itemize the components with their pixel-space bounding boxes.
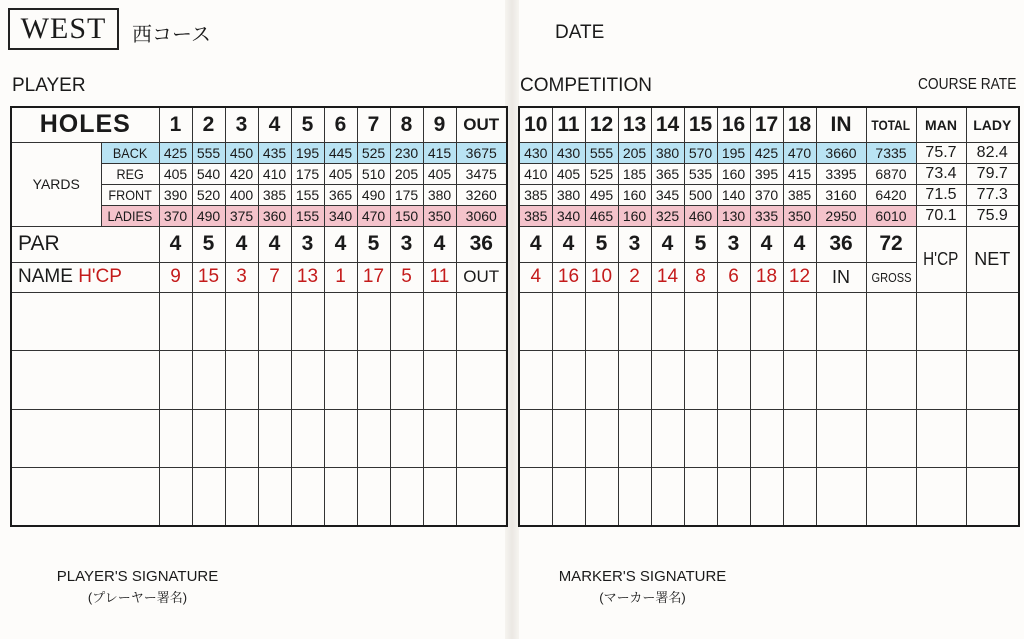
yardage-cell: 365 — [324, 184, 357, 205]
score-cell[interactable] — [423, 468, 456, 527]
competition-label: COMPETITION — [520, 75, 652, 96]
yardage-grand-total: 6010 — [866, 205, 916, 226]
score-cell[interactable] — [651, 351, 684, 410]
yardage-cell: 470 — [783, 142, 816, 163]
yardage-cell: 495 — [585, 184, 618, 205]
yardage-cell: 520 — [192, 184, 225, 205]
score-cell[interactable] — [159, 351, 192, 410]
hcp-label: H'CP — [78, 266, 122, 287]
yardage-cell: 205 — [390, 163, 423, 184]
score-cell[interactable] — [192, 409, 225, 468]
yardage-in-total: 3660 — [816, 142, 866, 163]
player-signature-jp: (プレーヤー署名) — [87, 590, 188, 605]
par-cell: 4 — [324, 226, 357, 262]
in-score-cell[interactable] — [816, 292, 866, 351]
hcp-cell: 2 — [618, 262, 651, 292]
yardage-cell: 405 — [552, 163, 585, 184]
score-cell[interactable] — [684, 351, 717, 410]
course-rate-lady: 75.9 — [966, 205, 1019, 226]
par-cell: 5 — [684, 226, 717, 262]
hole-number: 13 — [618, 107, 651, 142]
yardage-cell: 535 — [684, 163, 717, 184]
score-cell[interactable] — [585, 468, 618, 527]
score-cell[interactable] — [159, 409, 192, 468]
hole-number: 4 — [258, 107, 291, 142]
hcp-score-cell[interactable] — [916, 409, 966, 468]
hole-number: 11 — [552, 107, 585, 142]
score-cell[interactable] — [357, 351, 390, 410]
course-rate-label: COURSE RATE — [918, 76, 1017, 93]
yardage-cell: 380 — [651, 142, 684, 163]
hcp-cell: 12 — [783, 262, 816, 292]
hole-number: 2 — [192, 107, 225, 142]
yardage-cell: 555 — [585, 142, 618, 163]
yardage-grand-total: 6420 — [866, 184, 916, 205]
score-cell[interactable] — [291, 468, 324, 527]
player-name-cell[interactable] — [11, 351, 159, 410]
score-cell[interactable] — [552, 468, 585, 527]
yardage-cell: 195 — [717, 142, 750, 163]
yardage-cell: 430 — [519, 142, 552, 163]
yards-label: YARDS — [11, 142, 101, 226]
yardage-cell: 405 — [324, 163, 357, 184]
yardage-cell: 425 — [750, 142, 783, 163]
yardage-cell: 230 — [390, 142, 423, 163]
hole-number: 14 — [651, 107, 684, 142]
course-rate-man: 71.5 — [916, 184, 966, 205]
hcp-cell: 17 — [357, 262, 390, 292]
score-cell[interactable] — [651, 468, 684, 527]
course-rate-man: 73.4 — [916, 163, 966, 184]
score-cell[interactable] — [750, 409, 783, 468]
yardage-cell: 185 — [618, 163, 651, 184]
hcp-column-label: H'CP — [916, 226, 966, 292]
yardage-cell: 435 — [258, 142, 291, 163]
yardage-cell: 420 — [225, 163, 258, 184]
yardage-in-total: 3160 — [816, 184, 866, 205]
yardage-cell: 470 — [357, 205, 390, 226]
score-cell[interactable] — [159, 292, 192, 351]
score-cell[interactable] — [651, 292, 684, 351]
score-cell[interactable] — [552, 292, 585, 351]
gross-label: GROSS — [866, 262, 916, 292]
score-cell[interactable] — [717, 292, 750, 351]
score-cell[interactable] — [423, 351, 456, 410]
out-score-cell[interactable] — [456, 292, 507, 351]
yardage-cell: 490 — [192, 205, 225, 226]
yardage-cell: 155 — [291, 184, 324, 205]
net-score-cell[interactable] — [966, 409, 1019, 468]
course-rate-lady: 77.3 — [966, 184, 1019, 205]
score-cell[interactable] — [324, 292, 357, 351]
score-cell[interactable] — [225, 351, 258, 410]
out-score-cell[interactable] — [456, 409, 507, 468]
hcp-score-cell[interactable] — [916, 351, 966, 410]
hcp-cell: 4 — [519, 262, 552, 292]
hole-number: 12 — [585, 107, 618, 142]
net-score-cell[interactable] — [966, 351, 1019, 410]
yardage-cell: 500 — [684, 184, 717, 205]
par-grand-total: 72 — [866, 226, 916, 262]
player-signature-label: PLAYER'S SIGNATURE — [56, 568, 219, 585]
yardage-cell: 410 — [519, 163, 552, 184]
net-score-cell[interactable] — [966, 468, 1019, 527]
score-cell[interactable] — [192, 351, 225, 410]
score-cell[interactable] — [750, 468, 783, 527]
yardage-cell: 385 — [519, 205, 552, 226]
hcp-cell: 10 — [585, 262, 618, 292]
hole-number: 10 — [519, 107, 552, 142]
player-name-cell[interactable] — [11, 292, 159, 351]
score-cell[interactable] — [225, 468, 258, 527]
score-cell[interactable] — [192, 468, 225, 527]
hcp-cell: 9 — [159, 262, 192, 292]
tee-back-label: BACK — [101, 142, 159, 163]
yardage-cell: 130 — [717, 205, 750, 226]
man-header: MAN — [916, 107, 966, 142]
yardage-cell: 525 — [585, 163, 618, 184]
yardage-cell: 395 — [750, 163, 783, 184]
score-cell[interactable] — [357, 409, 390, 468]
yardage-cell: 410 — [258, 163, 291, 184]
player-name-cell[interactable] — [11, 468, 159, 527]
score-cell[interactable] — [552, 351, 585, 410]
score-cell[interactable] — [585, 292, 618, 351]
yardage-cell: 385 — [258, 184, 291, 205]
hcp-score-cell[interactable] — [916, 292, 966, 351]
score-cell[interactable] — [423, 292, 456, 351]
score-cell[interactable] — [225, 292, 258, 351]
yardage-out-total: 3260 — [456, 184, 507, 205]
score-cell[interactable] — [291, 292, 324, 351]
hcp-in-label: IN — [816, 262, 866, 292]
score-cell[interactable] — [390, 409, 423, 468]
player-label: PLAYER — [12, 75, 86, 96]
yardage-cell: 385 — [519, 184, 552, 205]
gross-score-cell[interactable] — [866, 292, 916, 351]
yardage-cell: 350 — [783, 205, 816, 226]
score-cell[interactable] — [357, 292, 390, 351]
hcp-cell: 15 — [192, 262, 225, 292]
yardage-cell: 340 — [552, 205, 585, 226]
course-name-jp: 西コース — [132, 24, 211, 46]
yardage-cell: 350 — [423, 205, 456, 226]
yardage-cell: 375 — [225, 205, 258, 226]
gross-score-cell[interactable] — [866, 351, 916, 410]
yardage-cell: 445 — [324, 142, 357, 163]
yardage-cell: 150 — [390, 205, 423, 226]
yardage-out-total: 3675 — [456, 142, 507, 163]
yardage-cell: 380 — [423, 184, 456, 205]
hole-number: 5 — [291, 107, 324, 142]
yardage-cell: 335 — [750, 205, 783, 226]
yardage-cell: 555 — [192, 142, 225, 163]
player-name-cell[interactable] — [11, 409, 159, 468]
yardage-cell: 430 — [552, 142, 585, 163]
par-cell: 4 — [552, 226, 585, 262]
yardage-cell: 385 — [783, 184, 816, 205]
yardage-out-total: 3060 — [456, 205, 507, 226]
par-in-total: 36 — [816, 226, 866, 262]
score-cell[interactable] — [390, 292, 423, 351]
score-cell[interactable] — [552, 409, 585, 468]
score-cell[interactable] — [618, 468, 651, 527]
par-cell: 5 — [585, 226, 618, 262]
yardage-cell: 390 — [159, 184, 192, 205]
date-label: DATE — [555, 22, 605, 43]
yardage-cell: 380 — [552, 184, 585, 205]
yardage-cell: 465 — [585, 205, 618, 226]
yardage-grand-total: 6870 — [866, 163, 916, 184]
yardage-cell: 415 — [783, 163, 816, 184]
holes-label: HOLES — [11, 107, 159, 142]
score-cell[interactable] — [585, 351, 618, 410]
par-cell: 4 — [651, 226, 684, 262]
hole-number: 3 — [225, 107, 258, 142]
yardage-out-total: 3475 — [456, 163, 507, 184]
hole-number: 15 — [684, 107, 717, 142]
yardage-cell: 340 — [324, 205, 357, 226]
yardage-cell: 360 — [258, 205, 291, 226]
score-cell[interactable] — [783, 468, 816, 527]
hcp-cell: 11 — [423, 262, 456, 292]
yardage-cell: 510 — [357, 163, 390, 184]
score-cell[interactable] — [783, 292, 816, 351]
hole-number: 17 — [750, 107, 783, 142]
score-cell[interactable] — [684, 468, 717, 527]
score-cell[interactable] — [717, 351, 750, 410]
par-cell: 4 — [783, 226, 816, 262]
score-cell[interactable] — [651, 409, 684, 468]
score-cell[interactable] — [390, 351, 423, 410]
hcp-cell: 6 — [717, 262, 750, 292]
hole-number: 8 — [390, 107, 423, 142]
yardage-cell: 540 — [192, 163, 225, 184]
hcp-cell: 13 — [291, 262, 324, 292]
yardage-cell: 415 — [423, 142, 456, 163]
hcp-cell: 5 — [390, 262, 423, 292]
yardage-cell: 365 — [651, 163, 684, 184]
yardage-cell: 405 — [423, 163, 456, 184]
score-cell[interactable] — [258, 468, 291, 527]
par-cell: 4 — [750, 226, 783, 262]
yardage-cell: 370 — [159, 205, 192, 226]
par-cell: 5 — [192, 226, 225, 262]
back-nine-table — [518, 106, 1020, 527]
hole-number: 18 — [783, 107, 816, 142]
score-cell[interactable] — [423, 409, 456, 468]
marker-signature-jp: (マーカー署名) — [599, 590, 686, 605]
name-hcp-label — [11, 262, 159, 292]
hole-number: 6 — [324, 107, 357, 142]
yardage-cell: 195 — [291, 142, 324, 163]
score-cell[interactable] — [684, 409, 717, 468]
net-score-cell[interactable] — [966, 292, 1019, 351]
yardage-cell: 370 — [750, 184, 783, 205]
yardage-grand-total: 7335 — [866, 142, 916, 163]
par-label: PAR — [11, 226, 159, 262]
par-out-total: 36 — [456, 226, 507, 262]
score-cell[interactable] — [291, 409, 324, 468]
hcp-cell: 8 — [684, 262, 717, 292]
yardage-cell: 160 — [618, 184, 651, 205]
score-cell[interactable] — [750, 351, 783, 410]
yardage-in-total: 3395 — [816, 163, 866, 184]
out-score-cell[interactable] — [456, 351, 507, 410]
score-cell[interactable] — [324, 409, 357, 468]
score-cell[interactable] — [258, 409, 291, 468]
in-score-cell[interactable] — [816, 351, 866, 410]
yardage-cell: 460 — [684, 205, 717, 226]
front-nine-table — [10, 106, 508, 527]
par-cell: 4 — [225, 226, 258, 262]
score-cell[interactable] — [618, 292, 651, 351]
hcp-out-label: OUT — [456, 262, 507, 292]
score-cell[interactable] — [192, 292, 225, 351]
score-cell[interactable] — [390, 468, 423, 527]
hcp-cell: 1 — [324, 262, 357, 292]
net-column-label: NET — [966, 226, 1019, 292]
yardage-cell: 160 — [618, 205, 651, 226]
score-cell[interactable] — [258, 292, 291, 351]
in-score-cell[interactable] — [816, 409, 866, 468]
yardage-in-total: 2950 — [816, 205, 866, 226]
hole-number: 16 — [717, 107, 750, 142]
yardage-cell: 160 — [717, 163, 750, 184]
tee-reg-label: REG — [101, 163, 159, 184]
gross-score-cell[interactable] — [866, 468, 916, 527]
score-cell[interactable] — [519, 292, 552, 351]
yardage-cell: 140 — [717, 184, 750, 205]
course-rate-lady: 79.7 — [966, 163, 1019, 184]
score-cell[interactable] — [324, 351, 357, 410]
yardage-cell: 175 — [390, 184, 423, 205]
in-score-cell[interactable] — [816, 468, 866, 527]
yardage-cell: 155 — [291, 205, 324, 226]
hcp-cell: 16 — [552, 262, 585, 292]
in-header: IN — [816, 107, 866, 142]
par-cell: 4 — [423, 226, 456, 262]
par-cell: 4 — [159, 226, 192, 262]
course-name-box: WEST — [8, 8, 119, 50]
yardage-cell: 175 — [291, 163, 324, 184]
score-cell[interactable] — [225, 409, 258, 468]
score-cell[interactable] — [357, 468, 390, 527]
yardage-cell: 490 — [357, 184, 390, 205]
out-score-cell[interactable] — [456, 468, 507, 527]
total-header: TOTAL — [866, 107, 916, 142]
par-cell: 4 — [519, 226, 552, 262]
hcp-score-cell[interactable] — [916, 468, 966, 527]
name-label: NAME — [18, 266, 73, 287]
score-cell[interactable] — [618, 409, 651, 468]
yardage-cell: 325 — [651, 205, 684, 226]
par-cell: 3 — [717, 226, 750, 262]
yardage-cell: 425 — [159, 142, 192, 163]
score-cell[interactable] — [684, 292, 717, 351]
hole-number: 9 — [423, 107, 456, 142]
gross-score-cell[interactable] — [866, 409, 916, 468]
hcp-cell: 18 — [750, 262, 783, 292]
score-cell[interactable] — [618, 351, 651, 410]
hole-number: 1 — [159, 107, 192, 142]
par-cell: 3 — [390, 226, 423, 262]
score-cell[interactable] — [324, 468, 357, 527]
score-cell[interactable] — [585, 409, 618, 468]
yardage-cell: 450 — [225, 142, 258, 163]
hcp-cell: 3 — [225, 262, 258, 292]
yardage-cell: 405 — [159, 163, 192, 184]
course-rate-man: 75.7 — [916, 142, 966, 163]
par-cell: 4 — [258, 226, 291, 262]
score-cell[interactable] — [783, 351, 816, 410]
score-cell[interactable] — [258, 351, 291, 410]
tee-front-label: FRONT — [101, 184, 159, 205]
par-cell: 3 — [618, 226, 651, 262]
yardage-cell: 345 — [651, 184, 684, 205]
par-cell: 3 — [291, 226, 324, 262]
score-cell[interactable] — [519, 468, 552, 527]
course-rate-man: 70.1 — [916, 205, 966, 226]
hcp-cell: 14 — [651, 262, 684, 292]
score-cell[interactable] — [783, 409, 816, 468]
score-cell[interactable] — [717, 468, 750, 527]
lady-header: LADY — [966, 107, 1019, 142]
marker-signature-label: MARKER'S SIGNATURE — [558, 568, 727, 585]
out-header: OUT — [456, 107, 507, 142]
score-cell[interactable] — [519, 351, 552, 410]
score-cell[interactable] — [717, 409, 750, 468]
yardage-cell: 525 — [357, 142, 390, 163]
score-cell[interactable] — [291, 351, 324, 410]
hole-number: 7 — [357, 107, 390, 142]
yardage-cell: 400 — [225, 184, 258, 205]
tee-ladies-label: LADIES — [101, 205, 159, 226]
score-cell[interactable] — [159, 468, 192, 527]
hcp-cell: 7 — [258, 262, 291, 292]
yardage-cell: 205 — [618, 142, 651, 163]
score-cell[interactable] — [750, 292, 783, 351]
course-rate-lady: 82.4 — [966, 142, 1019, 163]
yardage-cell: 570 — [684, 142, 717, 163]
par-cell: 5 — [357, 226, 390, 262]
score-cell[interactable] — [519, 409, 552, 468]
